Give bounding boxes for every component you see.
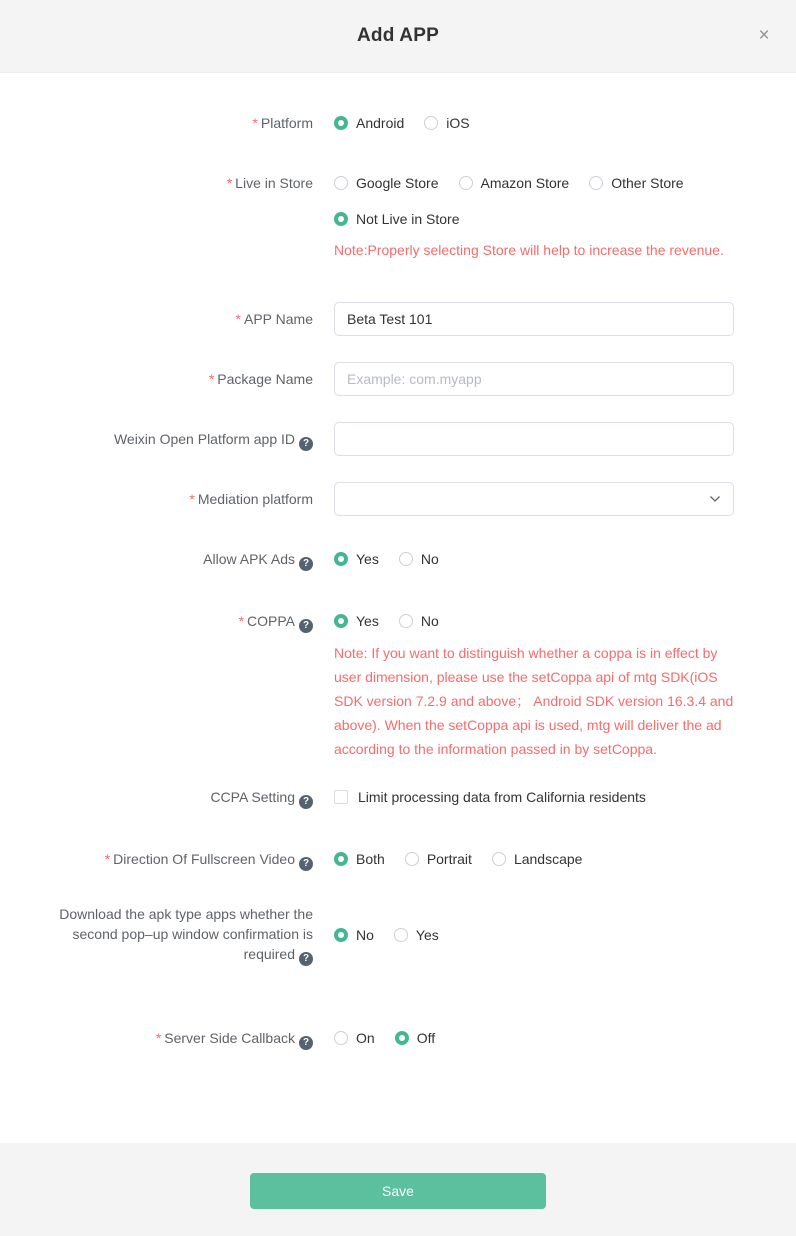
help-icon[interactable]: ?	[299, 557, 313, 571]
radio-label: No	[356, 927, 374, 943]
radio-unselected-icon	[459, 176, 473, 190]
coppa-label: * COPPA ?	[0, 611, 313, 633]
direction-landscape-radio[interactable]	[492, 849, 583, 869]
help-icon[interactable]: ?	[299, 952, 313, 966]
live-in-store-label: * Live in Store	[226, 175, 313, 191]
server-callback-row	[0, 1028, 796, 1050]
checkbox-unchecked-icon	[334, 790, 348, 804]
radio-label: Android	[356, 115, 405, 131]
help-icon[interactable]: ?	[299, 1036, 313, 1050]
required-marker: *	[235, 311, 241, 327]
radio-unselected-icon	[394, 928, 408, 942]
radio-label: Amazon Store	[480, 175, 570, 191]
server-callback-on-radio[interactable]	[334, 1028, 375, 1048]
close-icon[interactable]: ×	[758, 25, 770, 46]
server-callback-label: * Server Side Callback ?	[0, 1028, 313, 1050]
store-other-radio[interactable]	[589, 173, 683, 193]
app-name-label: * APP Name	[235, 311, 313, 327]
store-not-live-radio[interactable]	[334, 209, 460, 229]
radio-label: Yes	[415, 927, 439, 943]
app-name-row	[0, 302, 796, 336]
apk-ads-no-radio[interactable]	[399, 549, 439, 569]
direction-both-radio[interactable]	[334, 849, 385, 869]
app-name-input[interactable]	[334, 302, 734, 336]
modal-header	[0, 0, 796, 73]
apk-ads-yes-radio[interactable]	[334, 549, 379, 569]
radio-unselected-icon	[589, 176, 603, 190]
apk-confirm-label: Download the apk type apps whether the second pop–up window confirmation is required ?	[59, 906, 313, 964]
help-icon[interactable]: ?	[299, 437, 313, 451]
radio-unselected-icon	[399, 614, 413, 628]
radio-selected-icon	[395, 1031, 409, 1045]
coppa-note: Note: If you want to distinguish whether a coppa is in effect by user dimension, please use the setCoppa api of mtg SDK(iOS SDK version 7.2.9 and above； Android SDK version 16.3.4 and above). When the setCoppa api is used, mtg will deliver the ad according to the information passed in by setCoppa.	[334, 645, 734, 757]
radio-label: Landscape	[513, 851, 583, 867]
package-name-input[interactable]	[334, 362, 734, 396]
radio-label: Other Store	[611, 175, 684, 191]
radio-selected-icon	[334, 614, 348, 628]
store-note: Note:Properly selecting Store will help to increase the revenue.	[334, 242, 724, 258]
chevron-down-icon	[709, 495, 721, 503]
radio-label: Not Live in Store	[356, 211, 460, 227]
radio-selected-icon	[334, 212, 348, 226]
mediation-platform-row	[0, 482, 796, 516]
radio-label: Portrait	[426, 851, 472, 867]
package-name-row	[0, 362, 796, 396]
ccpa-setting-label: CCPA Setting ?	[0, 787, 313, 809]
radio-label: Both	[356, 851, 385, 867]
coppa-yes-radio[interactable]	[334, 611, 379, 631]
modal-footer	[0, 1143, 796, 1236]
fullscreen-direction-label: * Direction Of Fullscreen Video ?	[0, 849, 313, 871]
weixin-app-id-input[interactable]	[334, 422, 734, 456]
radio-selected-icon	[334, 552, 348, 566]
coppa-row	[0, 611, 796, 761]
ccpa-limit-checkbox[interactable]	[334, 787, 646, 807]
required-marker: *	[155, 1030, 162, 1046]
apk-confirm-yes-radio[interactable]	[394, 925, 439, 945]
modal-title: Add APP	[357, 25, 439, 46]
platform-label: * Platform	[252, 115, 313, 131]
required-marker: *	[226, 175, 233, 191]
coppa-no-radio[interactable]	[399, 611, 439, 631]
package-name-label: * Package Name	[208, 371, 313, 387]
help-icon[interactable]: ?	[299, 619, 313, 633]
apk-confirm-row	[0, 904, 796, 966]
save-button[interactable]: Save	[250, 1173, 546, 1209]
server-callback-off-radio[interactable]	[395, 1028, 435, 1048]
platform-row	[0, 113, 796, 133]
allow-apk-ads-label: Allow APK Ads ?	[0, 549, 313, 571]
radio-selected-icon	[334, 852, 348, 866]
help-icon[interactable]: ?	[299, 857, 313, 871]
mediation-platform-select[interactable]	[334, 482, 734, 516]
store-google-radio[interactable]	[334, 173, 439, 193]
radio-unselected-icon	[424, 116, 438, 130]
platform-ios-radio[interactable]	[424, 113, 469, 133]
checkbox-label: Limit processing data from California residents	[358, 789, 646, 805]
radio-unselected-icon	[399, 552, 413, 566]
radio-unselected-icon	[492, 852, 506, 866]
radio-label: iOS	[446, 115, 470, 131]
required-marker: *	[238, 613, 245, 629]
radio-unselected-icon	[405, 852, 419, 866]
radio-unselected-icon	[334, 1031, 348, 1045]
radio-label: On	[356, 1030, 375, 1046]
required-marker: *	[104, 851, 111, 867]
add-app-form	[0, 73, 796, 1143]
radio-label: Off	[416, 1030, 436, 1046]
platform-android-radio[interactable]	[334, 113, 404, 133]
radio-label: Yes	[356, 613, 379, 629]
radio-label: Yes	[356, 551, 379, 567]
radio-label: No	[420, 613, 439, 629]
radio-selected-icon	[334, 928, 348, 942]
required-marker: *	[252, 115, 258, 131]
apk-confirm-no-radio[interactable]	[334, 925, 374, 945]
allow-apk-ads-row	[0, 549, 796, 571]
ccpa-setting-row	[0, 787, 796, 809]
direction-portrait-radio[interactable]	[405, 849, 472, 869]
radio-selected-icon	[334, 116, 348, 130]
weixin-app-id-row	[0, 422, 796, 456]
radio-unselected-icon	[334, 176, 348, 190]
weixin-app-id-label: Weixin Open Platform app ID ?	[0, 422, 313, 456]
live-in-store-row	[0, 173, 796, 262]
store-amazon-radio[interactable]	[459, 173, 570, 193]
required-marker: *	[189, 491, 195, 507]
help-icon[interactable]: ?	[299, 795, 313, 809]
fullscreen-direction-row	[0, 849, 796, 871]
radio-label: No	[420, 551, 439, 567]
radio-label: Google Store	[356, 175, 439, 191]
required-marker: *	[208, 371, 215, 387]
mediation-platform-label: * Mediation platform	[189, 491, 313, 507]
